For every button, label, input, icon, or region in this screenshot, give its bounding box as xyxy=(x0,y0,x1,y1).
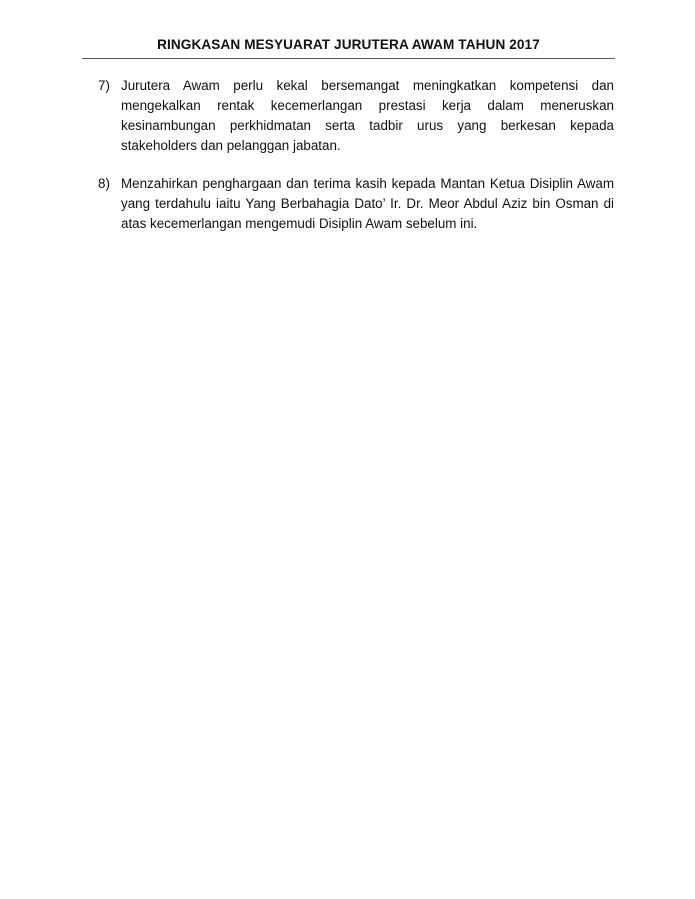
list-item-number: 7) xyxy=(98,78,110,93)
list-item-7 xyxy=(98,76,614,156)
list-item-8 xyxy=(98,174,614,234)
list-item-text: Menzahirkan penghargaan dan terima kasih kepada Mantan Ketua Disiplin Awam yang terdahulu iaitu Yang Berbahagia Dato’ Ir. Dr. Meor Abdul Aziz bin Osman di atas kecemerlangan mengemudi Disiplin Awam sebelum ini. xyxy=(121,176,614,231)
page-header-title: RINGKASAN MESYUARAT JURUTERA AWAM TAHUN 2017 xyxy=(157,37,540,52)
list-item-number: 8) xyxy=(98,176,110,191)
numbered-list xyxy=(98,76,614,252)
list-item-text: Jurutera Awam perlu kekal bersemangat meningkatkan kompetensi dan mengekalkan rentak kecemerlangan prestasi kerja dalam meneruskan kesinambungan perkhidmatan serta tadbir urus yang berkesan kepada stakeholders dan pelanggan jabatan. xyxy=(121,78,614,153)
header-divider xyxy=(82,58,615,59)
